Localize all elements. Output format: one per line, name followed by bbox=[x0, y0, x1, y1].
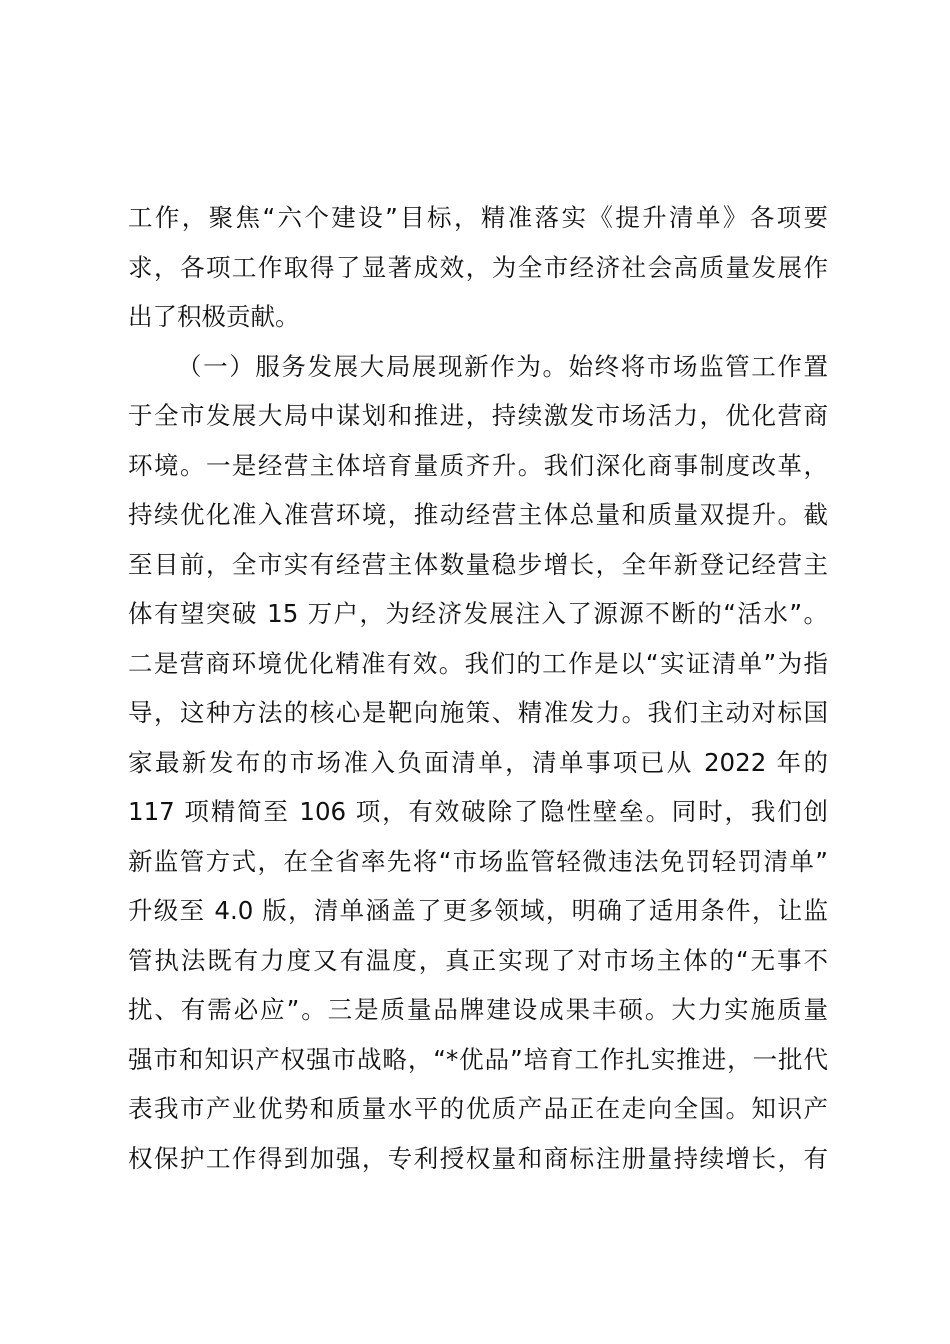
body-line: 体有望突破 15 万户，为经济发展注入了源源不断的“活水”。 bbox=[128, 599, 828, 628]
document-body bbox=[128, 193, 828, 1183]
body-line: 强市和知识产权强市战略，“*优品”培育工作扎实推进，一批代 bbox=[128, 1044, 828, 1074]
body-line: 管执法既有力度又有温度，真正实现了对市场主体的“无事不 bbox=[128, 945, 828, 975]
body-line: 求，各项工作取得了显著成效，为全市经济社会高质量发展作 bbox=[128, 252, 828, 282]
body-line: 扰、有需必应”。三是质量品牌建设成果丰硕。大力实施质量 bbox=[128, 995, 828, 1024]
body-line: 环境。一是经营主体培育量质齐升。我们深化商事制度改革， bbox=[128, 450, 828, 480]
body-line: 工作，聚焦“六个建设”目标，精准落实《提升清单》各项要 bbox=[128, 203, 828, 232]
body-line: 出了积极贡献。 bbox=[128, 302, 300, 331]
body-line: 二是营商环境优化精准有效。我们的工作是以“实证清单”为指 bbox=[128, 648, 828, 678]
body-line: 117 项精简至 106 项，有效破除了隐性壁垒。同时，我们创 bbox=[128, 797, 828, 826]
body-line: 新监管方式，在全省率先将“市场监管轻微违法免罚轻罚清单” bbox=[128, 846, 828, 876]
body-line: 表我市产业优势和质量水平的优质产品正在走向全国。知识产 bbox=[128, 1094, 828, 1123]
body-line: 至目前，全市实有经营主体数量稳步增长，全年新登记经营主 bbox=[128, 549, 828, 579]
section-heading-line: （一）服务发展大局展现新作为。始终将市场监管工作置 bbox=[177, 351, 828, 381]
body-line: 家最新发布的市场准入负面清单，清单事项已从 2022 年的 bbox=[128, 747, 828, 777]
body-line: 权保护工作得到加强，专利授权量和商标注册量持续增长，有 bbox=[128, 1143, 828, 1173]
body-line: 持续优化准入准营环境，推动经营主体总量和质量双提升。截 bbox=[128, 500, 828, 529]
body-line: 升级至 4.0 版，清单涵盖了更多领域，明确了适用条件，让监 bbox=[128, 896, 828, 925]
body-line: 导，这种方法的核心是靶向施策、精准发力。我们主动对标国 bbox=[128, 698, 828, 727]
body-line: 于全市发展大局中谋划和推进，持续激发市场活力，优化营商 bbox=[128, 401, 828, 430]
